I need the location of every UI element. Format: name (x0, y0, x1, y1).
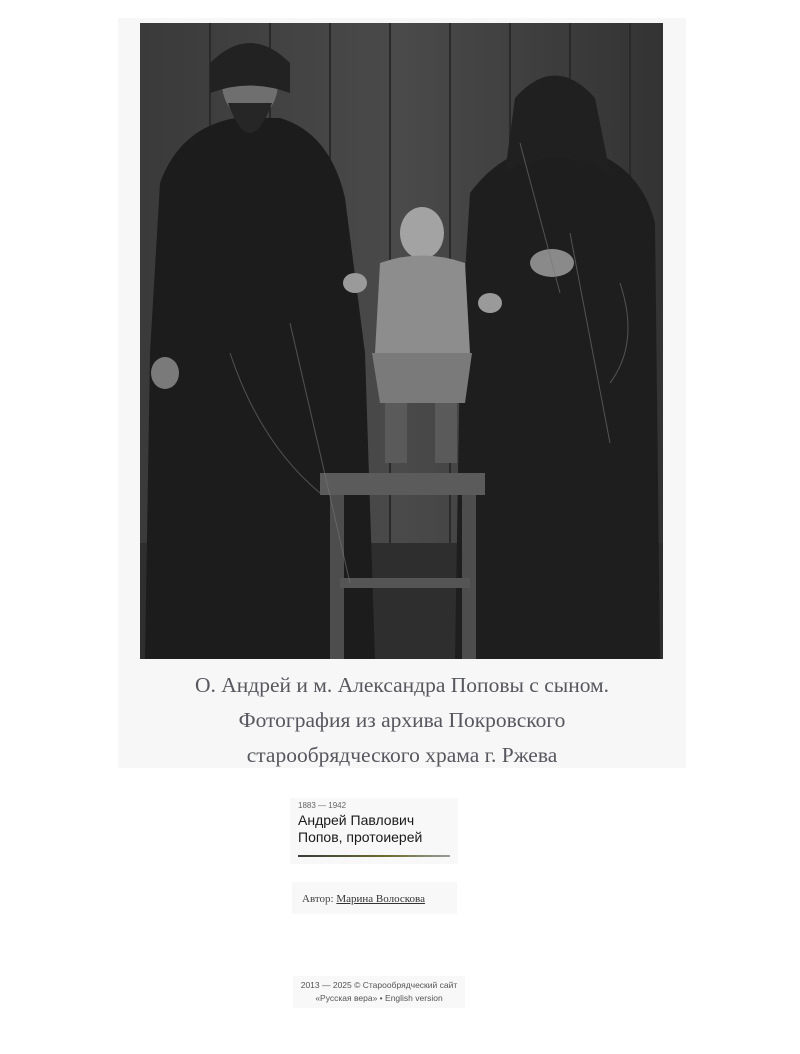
footer-copyright: 2013 — 2025 © Старообрядческий сайт (300, 980, 458, 990)
caption-line-2: Фотография из архива Покровского (238, 708, 566, 732)
title-underline (298, 855, 450, 857)
author-link[interactable]: Марина Волоскова (336, 893, 425, 905)
caption-line-3: старообрядческого храма г. Ржева (246, 743, 558, 767)
author-label: Автор: (302, 893, 334, 905)
person-title-card[interactable] (290, 798, 458, 864)
footer-site-link[interactable]: «Русская вера» (315, 993, 378, 1003)
person-name[interactable] (298, 812, 458, 846)
caption-line-1: О. Андрей и м. Александра Поповы с сыном. (194, 673, 610, 697)
footer-separator: • (379, 993, 383, 1003)
photo-card (118, 18, 686, 768)
person-name-line-1: Андрей Павлович (298, 812, 415, 828)
person-name-line-2: Попов, протоиерей (298, 829, 423, 845)
photo-caption (118, 668, 686, 773)
footer (293, 976, 465, 1008)
family-photo (140, 23, 663, 659)
author-card (292, 882, 457, 914)
footer-english-link[interactable]: English version (385, 993, 443, 1003)
life-years: 1883 — 1942 (298, 801, 347, 810)
